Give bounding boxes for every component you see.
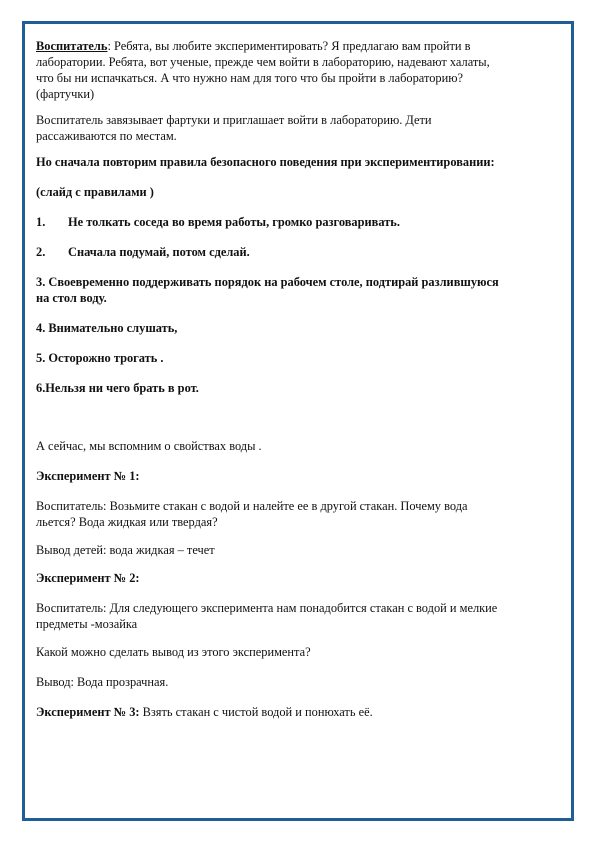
intro-line-2: лаборатории. Ребята, вот ученые, прежде чем войти в лабораторию, надевают халаты,	[36, 55, 490, 69]
speaker-label: Воспитатель	[36, 39, 108, 53]
water-intro: А сейчас, мы вспомним о свойствах воды .	[36, 439, 262, 453]
document-body	[36, 38, 561, 720]
rule-1	[36, 214, 561, 230]
rule-3-line-2: на стол воду.	[36, 291, 107, 305]
intro-line-1-text: : Ребята, вы любите экспериментировать? Я предлагаю вам пройти в	[107, 39, 471, 53]
exp1-title: Эксперимент № 1:	[36, 469, 140, 483]
exp2-line-1: Воспитатель: Для следующего эксперимента нам понадобится стакан с водой и мелкие	[36, 601, 498, 615]
rule-2-text: Сначала подумай, потом сделай.	[68, 245, 250, 259]
rule-5: 5. Осторожно трогать .	[36, 351, 164, 365]
rule-3-line-1: 3. Своевременно поддерживать порядок на рабочем столе, подтирай разлившуюся	[36, 275, 499, 289]
exp2-line-2: предметы -мозайка	[36, 617, 138, 631]
rule-1-number: 1.	[36, 215, 46, 229]
rule-2	[36, 244, 561, 260]
exp2-question: Какой можно сделать вывод из этого эксперимента?	[36, 645, 311, 659]
para2-line-1: Воспитатель завязывает фартуки и приглашает войти в лабораторию. Дети	[36, 113, 432, 127]
exp3-text: Взять стакан с чистой водой и понюхать её.	[139, 705, 373, 719]
exp1-conclusion: Вывод детей: вода жидкая – течет	[36, 543, 215, 557]
slide-note: (слайд с правилами )	[36, 185, 154, 199]
rules-heading: Но сначала повторим правила безопасного поведения при экспериментировании:	[36, 155, 495, 169]
intro-line-1	[36, 38, 561, 54]
exp3	[36, 704, 561, 720]
intro-line-3: что бы ни испачкаться. А что нужно нам для того что бы пройти в лабораторию?	[36, 71, 463, 85]
intro-line-4: (фартучки)	[36, 87, 95, 101]
rule-2-number: 2.	[36, 245, 46, 259]
rule-4: 4. Внимательно слушать,	[36, 321, 178, 335]
exp3-title: Эксперимент № 3:	[36, 705, 140, 719]
exp2-title: Эксперимент № 2:	[36, 571, 140, 585]
rule-6: 6.Нельзя ни чего брать в рот.	[36, 381, 199, 395]
exp2-conclusion: Вывод: Вода прозрачная.	[36, 675, 169, 689]
rule-1-text: Не толкать соседа во время работы, громко разговаривать.	[68, 215, 400, 229]
exp1-line-2: льется? Вода жидкая или твердая?	[36, 515, 218, 529]
exp1-line-1: Воспитатель: Возьмите стакан с водой и налейте ее в другой стакан. Почему вода	[36, 499, 468, 513]
para2-line-2: рассаживаются по местам.	[36, 129, 177, 143]
